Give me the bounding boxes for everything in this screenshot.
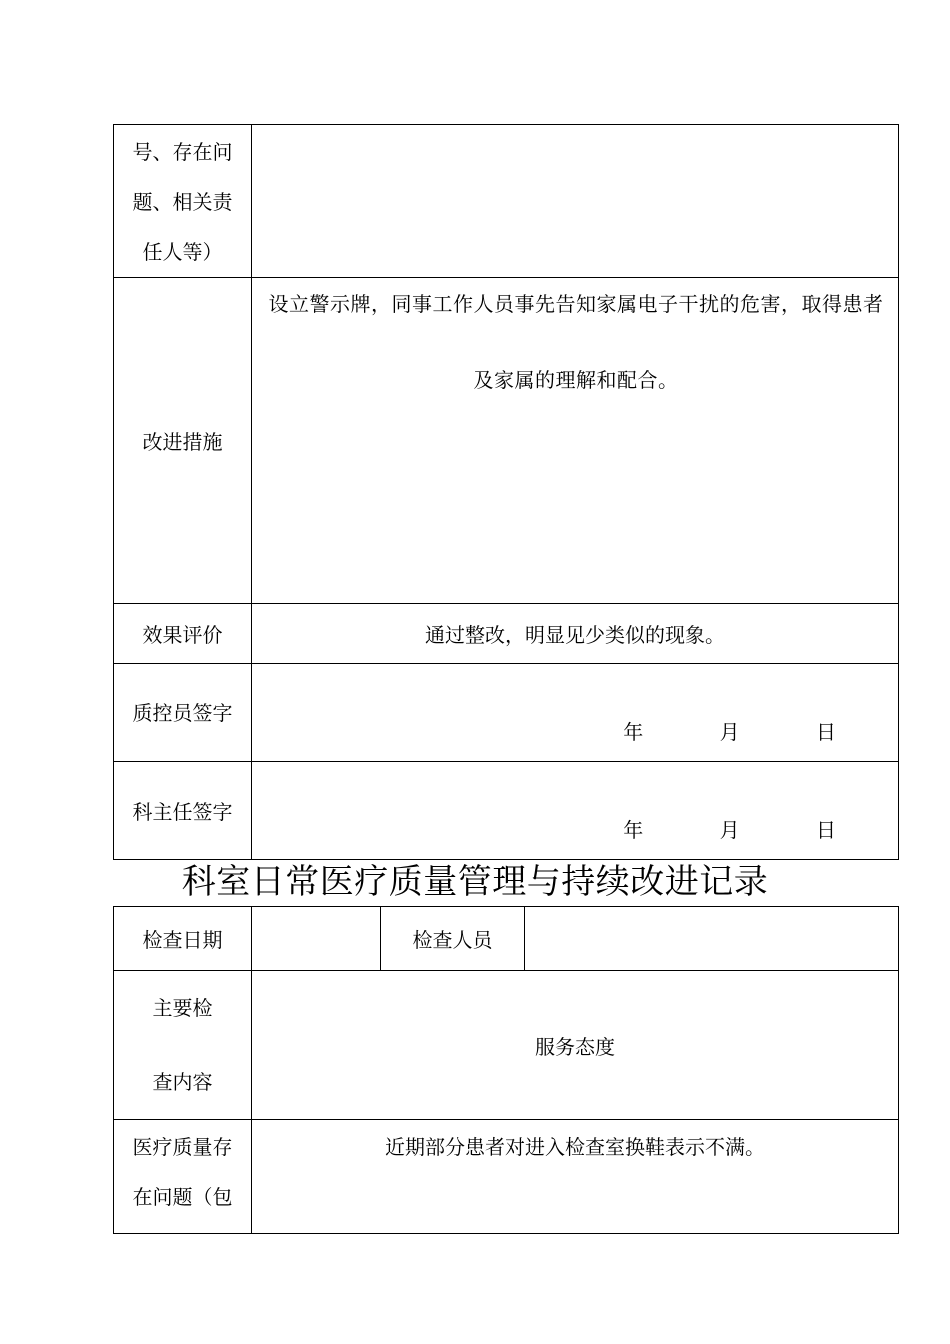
check-date-label: 检查日期 <box>142 928 223 952</box>
problem-content-cell[interactable] <box>252 125 899 278</box>
main-content-text: 服务态度 <box>535 1034 615 1059</box>
main-content-label-cell <box>114 971 252 1120</box>
main-content-cell[interactable] <box>252 971 899 1120</box>
inspector-label: 检查人员 <box>412 928 493 952</box>
improvement-content-cell[interactable] <box>252 278 899 604</box>
quality-problem-text: 近期部分患者对进入检查室换鞋表示不满。 <box>385 1135 765 1159</box>
date-day-label: 日 <box>816 818 836 842</box>
check-date-label-cell <box>114 907 252 971</box>
quality-record-table <box>113 906 899 1234</box>
problem-label-cell <box>114 125 252 278</box>
inspector-label-cell <box>381 907 525 971</box>
quality-record-table-continued <box>113 124 899 860</box>
problem-label-line: 号、存在问 <box>132 140 233 164</box>
date-day-label: 日 <box>816 720 836 744</box>
director-signature-date <box>623 814 836 843</box>
quality-problem-label-line: 在问题（包 <box>132 1185 233 1209</box>
evaluation-label: 效果评价 <box>142 623 223 647</box>
date-year-label: 年 <box>623 720 644 744</box>
qc-signature-label-cell <box>114 664 252 762</box>
check-date-field[interactable] <box>252 907 381 971</box>
quality-problem-label-cell <box>114 1120 252 1234</box>
improvement-label-cell <box>114 278 252 604</box>
document-title: 科室日常医疗质量管理与持续改进记录 <box>181 862 769 902</box>
evaluation-content-cell[interactable] <box>252 604 899 664</box>
quality-problem-label-line: 医疗质量存 <box>132 1135 233 1159</box>
inspector-field[interactable] <box>525 907 899 971</box>
evaluation-label-cell <box>114 604 252 664</box>
date-month-label: 月 <box>719 720 740 744</box>
director-signature-cell[interactable] <box>252 762 899 860</box>
main-content-label-line: 查内容 <box>152 1070 213 1094</box>
quality-problem-cell[interactable] <box>252 1120 899 1234</box>
qc-signature-label: 质控员签字 <box>132 701 233 725</box>
problem-label-line: 任人等） <box>142 240 223 264</box>
main-content-label-line: 主要检 <box>152 996 213 1020</box>
date-month-label: 月 <box>719 818 740 842</box>
problem-label-line: 题、相关责 <box>132 190 233 214</box>
improvement-measures-text: 设立警示牌，同事工作人员事先告知家属电子干扰的危害，取得患者及家属的理解和配合。 <box>268 292 884 392</box>
director-signature-label-cell <box>114 762 252 860</box>
qc-signature-date <box>623 716 836 745</box>
qc-signature-cell[interactable] <box>252 664 899 762</box>
director-signature-label: 科主任签字 <box>132 800 233 824</box>
date-year-label: 年 <box>623 818 644 842</box>
evaluation-text: 通过整改，明显见少类似的现象。 <box>425 623 725 647</box>
improvement-label: 改进措施 <box>142 430 223 454</box>
